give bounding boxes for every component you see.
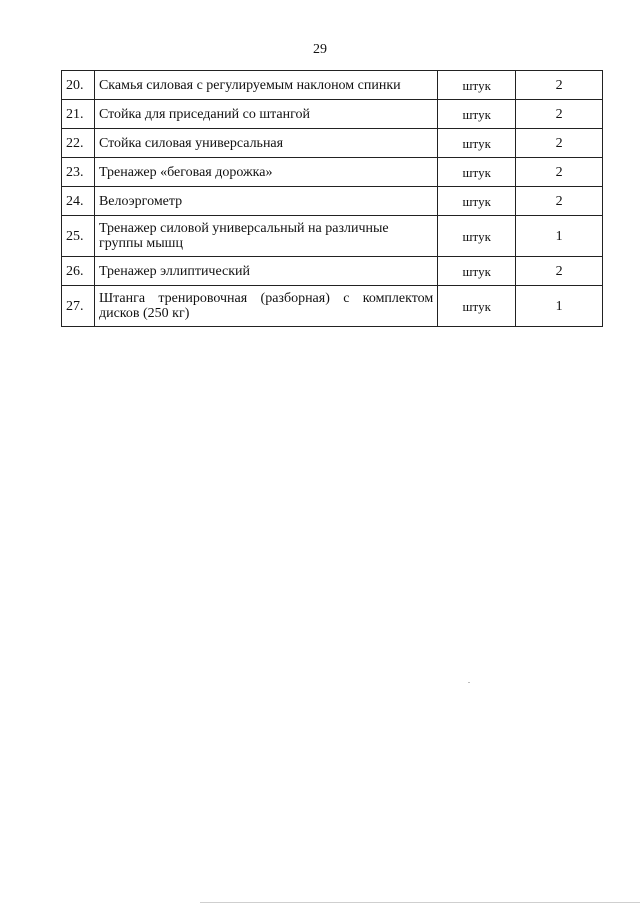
item-name: Тренажер «беговая дорожка» bbox=[94, 158, 437, 187]
table-row bbox=[62, 71, 603, 100]
item-name: Стойка силовая универсальная bbox=[94, 129, 437, 158]
row-number: 20. bbox=[62, 71, 95, 100]
table-row bbox=[62, 158, 603, 187]
quantity-cell: 2 bbox=[516, 257, 603, 286]
row-number: 24. bbox=[62, 187, 95, 216]
page-number: 29 bbox=[313, 42, 327, 57]
row-number: 26. bbox=[62, 257, 95, 286]
unit-cell: штук bbox=[438, 187, 516, 216]
unit-cell: штук bbox=[438, 216, 516, 257]
quantity-cell: 2 bbox=[516, 187, 603, 216]
row-number: 23. bbox=[62, 158, 95, 187]
row-number: 27. bbox=[62, 286, 95, 327]
unit-cell: штук bbox=[438, 71, 516, 100]
row-number: 21. bbox=[62, 100, 95, 129]
unit-cell: штук bbox=[438, 257, 516, 286]
table-row bbox=[62, 216, 603, 257]
equipment-table bbox=[61, 70, 603, 327]
quantity-cell: 2 bbox=[516, 71, 603, 100]
quantity-cell: 2 bbox=[516, 100, 603, 129]
unit-cell: штук bbox=[438, 100, 516, 129]
table-row bbox=[62, 100, 603, 129]
table-row bbox=[62, 187, 603, 216]
item-name: Тренажер эллиптический bbox=[94, 257, 437, 286]
unit-cell: штук bbox=[438, 129, 516, 158]
unit-cell: штук bbox=[438, 286, 516, 327]
row-number: 25. bbox=[62, 216, 95, 257]
quantity-cell: 2 bbox=[516, 158, 603, 187]
table-row bbox=[62, 286, 603, 327]
item-name: Штанга тренировочная (разборная) с комплектом дисков (250 кг) bbox=[94, 286, 437, 327]
item-name: Стойка для приседаний со штангой bbox=[94, 100, 437, 129]
scan-edge-line bbox=[200, 902, 640, 903]
quantity-cell: 2 bbox=[516, 129, 603, 158]
quantity-cell: 1 bbox=[516, 286, 603, 327]
row-number: 22. bbox=[62, 129, 95, 158]
item-name: Тренажер силовой универсальный на различные группы мышц bbox=[94, 216, 437, 257]
quantity-cell: 1 bbox=[516, 216, 603, 257]
table-row bbox=[62, 129, 603, 158]
item-name: Велоэргометр bbox=[94, 187, 437, 216]
scan-speck bbox=[468, 682, 470, 683]
unit-cell: штук bbox=[438, 158, 516, 187]
table-row bbox=[62, 257, 603, 286]
item-name: Скамья силовая с регулируемым наклоном спинки bbox=[94, 71, 437, 100]
